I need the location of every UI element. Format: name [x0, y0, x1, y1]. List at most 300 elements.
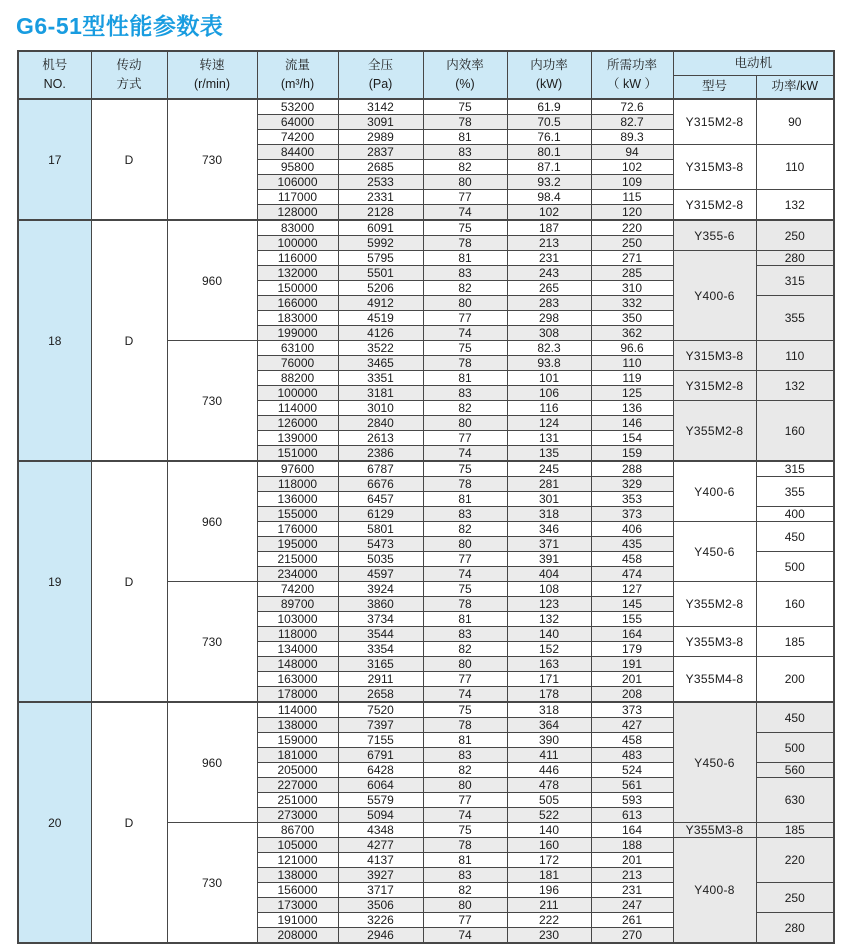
efficiency-cell: 74 — [423, 808, 507, 823]
flow-cell: 195000 — [257, 537, 338, 552]
motor-model-cell: Y450-6 — [673, 702, 756, 823]
flow-cell: 114000 — [257, 702, 338, 718]
flow-cell: 103000 — [257, 612, 338, 627]
efficiency-cell: 78 — [423, 838, 507, 853]
required-power-cell: 155 — [591, 612, 673, 627]
required-power-cell: 201 — [591, 672, 673, 687]
speed-cell: 730 — [167, 99, 257, 220]
power-cell: 391 — [507, 552, 591, 567]
required-power-cell: 127 — [591, 582, 673, 597]
pressure-cell: 2331 — [338, 190, 423, 205]
pressure-cell: 5094 — [338, 808, 423, 823]
col-header-motor: 电动机 — [673, 51, 834, 75]
motor-power-cell: 132 — [756, 190, 834, 221]
flow-cell: 178000 — [257, 687, 338, 703]
power-cell: 93.2 — [507, 175, 591, 190]
pressure-cell: 2911 — [338, 672, 423, 687]
required-power-cell: 261 — [591, 913, 673, 928]
power-cell: 93.8 — [507, 356, 591, 371]
motor-model-cell: Y315M2-8 — [673, 99, 756, 145]
required-power-cell: 427 — [591, 718, 673, 733]
motor-model-cell: Y450-6 — [673, 522, 756, 582]
power-cell: 318 — [507, 507, 591, 522]
power-cell: 132 — [507, 612, 591, 627]
motor-power-cell: 280 — [756, 251, 834, 266]
required-power-cell: 362 — [591, 326, 673, 341]
flow-cell: 63100 — [257, 341, 338, 356]
power-cell: 245 — [507, 461, 591, 477]
power-cell: 102 — [507, 205, 591, 221]
speed-cell: 960 — [167, 220, 257, 341]
motor-model-cell: Y400-6 — [673, 251, 756, 341]
pressure-cell: 6129 — [338, 507, 423, 522]
required-power-cell: 373 — [591, 507, 673, 522]
flow-cell: 181000 — [257, 748, 338, 763]
power-cell: 172 — [507, 853, 591, 868]
flow-cell: 176000 — [257, 522, 338, 537]
required-power-cell: 247 — [591, 898, 673, 913]
power-cell: 108 — [507, 582, 591, 597]
table-row — [18, 702, 834, 718]
flow-cell: 136000 — [257, 492, 338, 507]
efficiency-cell: 80 — [423, 898, 507, 913]
required-power-cell: 353 — [591, 492, 673, 507]
motor-model-cell: Y315M2-8 — [673, 190, 756, 221]
efficiency-cell: 80 — [423, 778, 507, 793]
flow-cell: 64000 — [257, 115, 338, 130]
pressure-cell: 5501 — [338, 266, 423, 281]
efficiency-cell: 78 — [423, 115, 507, 130]
power-cell: 404 — [507, 567, 591, 582]
efficiency-cell: 83 — [423, 266, 507, 281]
pressure-cell: 5579 — [338, 793, 423, 808]
pressure-cell: 3927 — [338, 868, 423, 883]
pressure-cell: 3924 — [338, 582, 423, 597]
flow-cell: 159000 — [257, 733, 338, 748]
pressure-cell: 4597 — [338, 567, 423, 582]
efficiency-cell: 77 — [423, 913, 507, 928]
motor-model-cell: Y355M2-8 — [673, 401, 756, 462]
efficiency-cell: 80 — [423, 416, 507, 431]
efficiency-cell: 83 — [423, 748, 507, 763]
table-row — [18, 99, 834, 115]
power-cell: 124 — [507, 416, 591, 431]
pressure-cell: 5992 — [338, 236, 423, 251]
flow-cell: 116000 — [257, 251, 338, 266]
efficiency-cell: 82 — [423, 401, 507, 416]
motor-power-cell: 280 — [756, 913, 834, 944]
power-cell: 390 — [507, 733, 591, 748]
flow-cell: 138000 — [257, 718, 338, 733]
efficiency-cell: 80 — [423, 537, 507, 552]
flow-cell: 100000 — [257, 236, 338, 251]
flow-cell: 215000 — [257, 552, 338, 567]
required-power-cell: 82.7 — [591, 115, 673, 130]
flow-cell: 191000 — [257, 913, 338, 928]
pressure-cell: 3091 — [338, 115, 423, 130]
power-cell: 61.9 — [507, 99, 591, 115]
col-header-machine-no: 机号 NO. — [18, 51, 91, 99]
pressure-cell: 7155 — [338, 733, 423, 748]
flow-cell: 86700 — [257, 823, 338, 838]
flow-cell: 150000 — [257, 281, 338, 296]
flow-cell: 117000 — [257, 190, 338, 205]
required-power-cell: 458 — [591, 552, 673, 567]
required-power-cell: 250 — [591, 236, 673, 251]
efficiency-cell: 83 — [423, 507, 507, 522]
flow-cell: 105000 — [257, 838, 338, 853]
power-cell: 222 — [507, 913, 591, 928]
pressure-cell: 4126 — [338, 326, 423, 341]
efficiency-cell: 77 — [423, 552, 507, 567]
flow-cell: 166000 — [257, 296, 338, 311]
flow-cell: 84400 — [257, 145, 338, 160]
efficiency-cell: 83 — [423, 868, 507, 883]
required-power-cell: 201 — [591, 853, 673, 868]
motor-power-cell: 500 — [756, 552, 834, 582]
col-header-power: 内功率 (kW) — [507, 51, 591, 99]
pressure-cell: 3522 — [338, 341, 423, 356]
flow-cell: 151000 — [257, 446, 338, 462]
power-cell: 135 — [507, 446, 591, 462]
pressure-cell: 6064 — [338, 778, 423, 793]
motor-model-cell: Y355M3-8 — [673, 823, 756, 838]
motor-model-cell: Y355-6 — [673, 220, 756, 251]
pressure-cell: 5801 — [338, 522, 423, 537]
power-cell: 446 — [507, 763, 591, 778]
required-power-cell: 146 — [591, 416, 673, 431]
required-power-cell: 373 — [591, 702, 673, 718]
motor-model-cell: Y355M4-8 — [673, 657, 756, 703]
efficiency-cell: 80 — [423, 657, 507, 672]
drive-cell: D — [91, 461, 167, 702]
motor-power-cell: 355 — [756, 477, 834, 507]
flow-cell: 199000 — [257, 326, 338, 341]
flow-cell: 76000 — [257, 356, 338, 371]
machine-no-cell: 20 — [18, 702, 91, 943]
pressure-cell: 2658 — [338, 687, 423, 703]
drive-cell: D — [91, 99, 167, 220]
motor-model-cell: Y400-6 — [673, 461, 756, 522]
required-power-cell: 164 — [591, 627, 673, 642]
power-cell: 318 — [507, 702, 591, 718]
required-power-cell: 136 — [591, 401, 673, 416]
efficiency-cell: 81 — [423, 251, 507, 266]
pressure-cell: 3544 — [338, 627, 423, 642]
motor-power-cell: 90 — [756, 99, 834, 145]
flow-cell: 134000 — [257, 642, 338, 657]
efficiency-cell: 74 — [423, 567, 507, 582]
pressure-cell: 4277 — [338, 838, 423, 853]
required-power-cell: 164 — [591, 823, 673, 838]
motor-power-cell: 355 — [756, 296, 834, 341]
table-row — [18, 461, 834, 477]
flow-cell: 208000 — [257, 928, 338, 944]
power-cell: 308 — [507, 326, 591, 341]
pressure-cell: 2533 — [338, 175, 423, 190]
efficiency-cell: 80 — [423, 175, 507, 190]
power-cell: 116 — [507, 401, 591, 416]
power-cell: 230 — [507, 928, 591, 944]
efficiency-cell: 83 — [423, 386, 507, 401]
power-cell: 243 — [507, 266, 591, 281]
pressure-cell: 3351 — [338, 371, 423, 386]
motor-power-cell: 185 — [756, 627, 834, 657]
power-cell: 283 — [507, 296, 591, 311]
performance-table — [17, 50, 835, 944]
required-power-cell: 179 — [591, 642, 673, 657]
required-power-cell: 125 — [591, 386, 673, 401]
pressure-cell: 2989 — [338, 130, 423, 145]
col-header-flow: 流量 (m³/h) — [257, 51, 338, 99]
efficiency-cell: 82 — [423, 883, 507, 898]
required-power-cell: 119 — [591, 371, 673, 386]
efficiency-cell: 77 — [423, 190, 507, 205]
flow-cell: 139000 — [257, 431, 338, 446]
machine-no-cell: 19 — [18, 461, 91, 702]
power-cell: 522 — [507, 808, 591, 823]
motor-power-cell: 110 — [756, 341, 834, 371]
motor-power-cell: 560 — [756, 763, 834, 778]
motor-power-cell: 200 — [756, 657, 834, 703]
flow-cell: 121000 — [257, 853, 338, 868]
flow-cell: 273000 — [257, 808, 338, 823]
flow-cell: 74200 — [257, 582, 338, 597]
efficiency-cell: 74 — [423, 446, 507, 462]
efficiency-cell: 83 — [423, 627, 507, 642]
col-header-pressure: 全压 (Pa) — [338, 51, 423, 99]
efficiency-cell: 81 — [423, 612, 507, 627]
power-cell: 298 — [507, 311, 591, 326]
pressure-cell: 3465 — [338, 356, 423, 371]
motor-power-cell: 132 — [756, 371, 834, 401]
power-cell: 505 — [507, 793, 591, 808]
required-power-cell: 159 — [591, 446, 673, 462]
power-cell: 140 — [507, 823, 591, 838]
flow-cell: 155000 — [257, 507, 338, 522]
required-power-cell: 191 — [591, 657, 673, 672]
pressure-cell: 4137 — [338, 853, 423, 868]
required-power-cell: 188 — [591, 838, 673, 853]
motor-power-cell: 110 — [756, 145, 834, 190]
power-cell: 281 — [507, 477, 591, 492]
power-cell: 98.4 — [507, 190, 591, 205]
power-cell: 70.5 — [507, 115, 591, 130]
col-header-motor-model: 型号 — [673, 75, 756, 99]
col-header-efficiency: 内效率 (%) — [423, 51, 507, 99]
required-power-cell: 270 — [591, 928, 673, 944]
power-cell: 178 — [507, 687, 591, 703]
flow-cell: 227000 — [257, 778, 338, 793]
efficiency-cell: 81 — [423, 492, 507, 507]
flow-cell: 173000 — [257, 898, 338, 913]
motor-power-cell: 250 — [756, 883, 834, 913]
required-power-cell: 332 — [591, 296, 673, 311]
flow-cell: 100000 — [257, 386, 338, 401]
col-header-motor-power: 功率/kW — [756, 75, 834, 99]
efficiency-cell: 77 — [423, 311, 507, 326]
power-cell: 82.3 — [507, 341, 591, 356]
required-power-cell: 231 — [591, 883, 673, 898]
pressure-cell: 3860 — [338, 597, 423, 612]
required-power-cell: 96.6 — [591, 341, 673, 356]
required-power-cell: 145 — [591, 597, 673, 612]
motor-power-cell: 500 — [756, 733, 834, 763]
power-cell: 140 — [507, 627, 591, 642]
efficiency-cell: 77 — [423, 431, 507, 446]
col-header-drive: 传动 方式 — [91, 51, 167, 99]
power-cell: 213 — [507, 236, 591, 251]
efficiency-cell: 74 — [423, 205, 507, 221]
efficiency-cell: 81 — [423, 733, 507, 748]
power-cell: 411 — [507, 748, 591, 763]
motor-power-cell: 185 — [756, 823, 834, 838]
required-power-cell: 154 — [591, 431, 673, 446]
efficiency-cell: 78 — [423, 477, 507, 492]
power-cell: 160 — [507, 838, 591, 853]
motor-model-cell: Y315M3-8 — [673, 341, 756, 371]
required-power-cell: 213 — [591, 868, 673, 883]
drive-cell: D — [91, 702, 167, 943]
flow-cell: 205000 — [257, 763, 338, 778]
col-header-required-power: 所需功率 （ kW ） — [591, 51, 673, 99]
required-power-cell: 613 — [591, 808, 673, 823]
motor-model-cell: Y355M3-8 — [673, 627, 756, 657]
power-cell: 346 — [507, 522, 591, 537]
motor-power-cell: 250 — [756, 220, 834, 251]
required-power-cell: 593 — [591, 793, 673, 808]
pressure-cell: 2685 — [338, 160, 423, 175]
motor-model-cell: Y315M2-8 — [673, 371, 756, 401]
power-cell: 163 — [507, 657, 591, 672]
flow-cell: 126000 — [257, 416, 338, 431]
efficiency-cell: 75 — [423, 461, 507, 477]
required-power-cell: 561 — [591, 778, 673, 793]
machine-no-cell: 18 — [18, 220, 91, 461]
pressure-cell: 3226 — [338, 913, 423, 928]
pressure-cell: 4519 — [338, 311, 423, 326]
machine-no-cell: 17 — [18, 99, 91, 220]
efficiency-cell: 74 — [423, 687, 507, 703]
pressure-cell: 5795 — [338, 251, 423, 266]
required-power-cell: 102 — [591, 160, 673, 175]
pressure-cell: 2946 — [338, 928, 423, 944]
flow-cell: 106000 — [257, 175, 338, 190]
speed-cell: 730 — [167, 582, 257, 703]
pressure-cell: 5035 — [338, 552, 423, 567]
pressure-cell: 2837 — [338, 145, 423, 160]
flow-cell: 251000 — [257, 793, 338, 808]
power-cell: 364 — [507, 718, 591, 733]
flow-cell: 148000 — [257, 657, 338, 672]
flow-cell: 95800 — [257, 160, 338, 175]
efficiency-cell: 74 — [423, 928, 507, 944]
efficiency-cell: 74 — [423, 326, 507, 341]
pressure-cell: 2840 — [338, 416, 423, 431]
pressure-cell: 3165 — [338, 657, 423, 672]
power-cell: 80.1 — [507, 145, 591, 160]
required-power-cell: 483 — [591, 748, 673, 763]
pressure-cell: 4912 — [338, 296, 423, 311]
power-cell: 171 — [507, 672, 591, 687]
pressure-cell: 6091 — [338, 220, 423, 236]
efficiency-cell: 77 — [423, 793, 507, 808]
power-cell: 152 — [507, 642, 591, 657]
power-cell: 371 — [507, 537, 591, 552]
required-power-cell: 435 — [591, 537, 673, 552]
pressure-cell: 3354 — [338, 642, 423, 657]
required-power-cell: 208 — [591, 687, 673, 703]
flow-cell: 156000 — [257, 883, 338, 898]
pressure-cell: 2613 — [338, 431, 423, 446]
efficiency-cell: 78 — [423, 597, 507, 612]
power-cell: 187 — [507, 220, 591, 236]
motor-power-cell: 220 — [756, 838, 834, 883]
efficiency-cell: 78 — [423, 236, 507, 251]
required-power-cell: 310 — [591, 281, 673, 296]
power-cell: 301 — [507, 492, 591, 507]
flow-cell: 97600 — [257, 461, 338, 477]
motor-power-cell: 315 — [756, 461, 834, 477]
required-power-cell: 350 — [591, 311, 673, 326]
required-power-cell: 72.6 — [591, 99, 673, 115]
table-row — [18, 220, 834, 236]
efficiency-cell: 82 — [423, 642, 507, 657]
pressure-cell: 2386 — [338, 446, 423, 462]
required-power-cell: 288 — [591, 461, 673, 477]
pressure-cell: 3181 — [338, 386, 423, 401]
required-power-cell: 94 — [591, 145, 673, 160]
power-cell: 87.1 — [507, 160, 591, 175]
table-body — [18, 99, 834, 943]
efficiency-cell: 83 — [423, 145, 507, 160]
pressure-cell: 3142 — [338, 99, 423, 115]
required-power-cell: 271 — [591, 251, 673, 266]
motor-power-cell: 630 — [756, 778, 834, 823]
efficiency-cell: 75 — [423, 702, 507, 718]
pressure-cell: 6457 — [338, 492, 423, 507]
power-cell: 131 — [507, 431, 591, 446]
flow-cell: 163000 — [257, 672, 338, 687]
pressure-cell: 5206 — [338, 281, 423, 296]
efficiency-cell: 82 — [423, 160, 507, 175]
required-power-cell: 458 — [591, 733, 673, 748]
speed-cell: 730 — [167, 341, 257, 462]
flow-cell: 138000 — [257, 868, 338, 883]
pressure-cell: 5473 — [338, 537, 423, 552]
col-header-speed: 转速 (r/min) — [167, 51, 257, 99]
required-power-cell: 89.3 — [591, 130, 673, 145]
power-cell: 101 — [507, 371, 591, 386]
speed-cell: 730 — [167, 823, 257, 944]
pressure-cell: 7520 — [338, 702, 423, 718]
flow-cell: 53200 — [257, 99, 338, 115]
motor-power-cell: 160 — [756, 401, 834, 462]
efficiency-cell: 75 — [423, 823, 507, 838]
flow-cell: 114000 — [257, 401, 338, 416]
required-power-cell: 120 — [591, 205, 673, 221]
pressure-cell: 4348 — [338, 823, 423, 838]
required-power-cell: 115 — [591, 190, 673, 205]
efficiency-cell: 81 — [423, 853, 507, 868]
motor-model-cell: Y315M3-8 — [673, 145, 756, 190]
efficiency-cell: 75 — [423, 341, 507, 356]
power-cell: 196 — [507, 883, 591, 898]
flow-cell: 88200 — [257, 371, 338, 386]
power-cell: 181 — [507, 868, 591, 883]
motor-power-cell: 450 — [756, 522, 834, 552]
pressure-cell: 3010 — [338, 401, 423, 416]
